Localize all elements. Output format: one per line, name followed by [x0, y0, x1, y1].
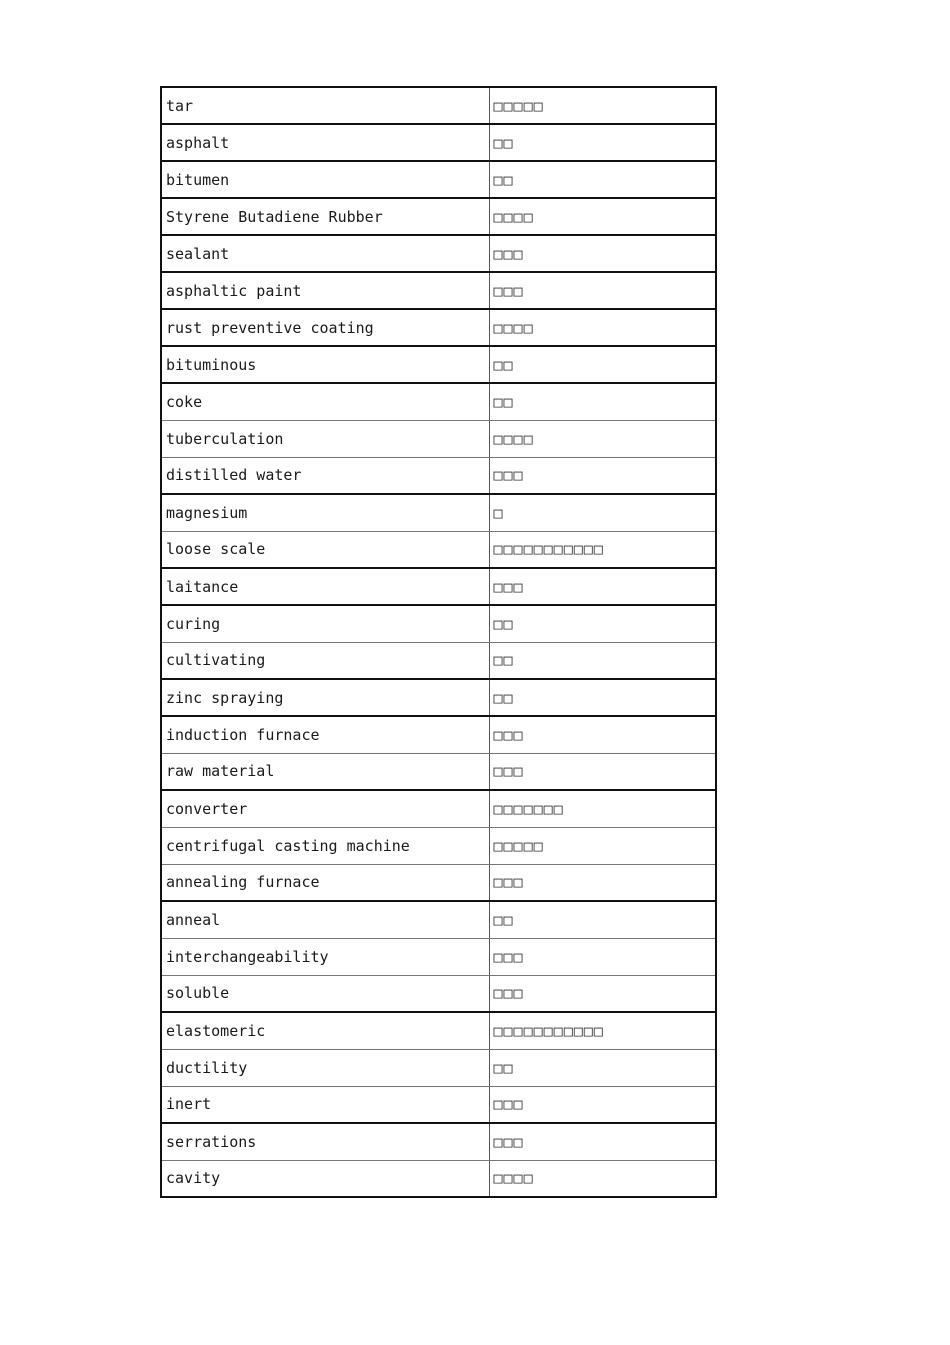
term-cell: sealant — [161, 235, 489, 272]
table-row — [161, 679, 716, 716]
table-row — [161, 1123, 716, 1160]
table-row — [161, 901, 716, 938]
translation-cell: □□□ — [489, 272, 716, 309]
translation-cell: □□□ — [489, 864, 716, 901]
term-cell: loose scale — [161, 531, 489, 568]
table-row — [161, 753, 716, 790]
translation-cell: □□ — [489, 605, 716, 642]
term-cell: bituminous — [161, 346, 489, 383]
term-cell: Styrene Butadiene Rubber — [161, 198, 489, 235]
translation-cell: □□□□□ — [489, 827, 716, 864]
table-row — [161, 1049, 716, 1086]
term-cell: asphalt — [161, 124, 489, 161]
table-row — [161, 1086, 716, 1123]
term-cell: bitumen — [161, 161, 489, 198]
translation-cell: □□□ — [489, 457, 716, 494]
term-cell: anneal — [161, 901, 489, 938]
translation-cell: □□ — [489, 161, 716, 198]
translation-cell: □□ — [489, 901, 716, 938]
term-cell: converter — [161, 790, 489, 827]
table-row — [161, 494, 716, 531]
term-cell: inert — [161, 1086, 489, 1123]
translation-cell: □□□ — [489, 716, 716, 753]
translation-cell: □□□ — [489, 975, 716, 1012]
translation-cell: □□□ — [489, 568, 716, 605]
translation-cell: □□□ — [489, 1123, 716, 1160]
table-row — [161, 642, 716, 679]
table-row — [161, 161, 716, 198]
translation-cell: □□□□□□□ — [489, 790, 716, 827]
translation-cell: □ — [489, 494, 716, 531]
table-row — [161, 87, 716, 124]
term-cell: magnesium — [161, 494, 489, 531]
table-row — [161, 309, 716, 346]
translation-cell: □□ — [489, 383, 716, 420]
translation-cell: □□ — [489, 346, 716, 383]
term-cell: asphaltic paint — [161, 272, 489, 309]
term-cell: centrifugal casting machine — [161, 827, 489, 864]
table-row — [161, 1012, 716, 1049]
table-row — [161, 124, 716, 161]
term-cell: elastomeric — [161, 1012, 489, 1049]
translation-cell: □□□ — [489, 753, 716, 790]
translation-cell: □□□□ — [489, 198, 716, 235]
table-row — [161, 1160, 716, 1197]
translation-cell: □□□□□ — [489, 87, 716, 124]
term-cell: laitance — [161, 568, 489, 605]
translation-cell: □□ — [489, 642, 716, 679]
translation-cell: □□□□□□□□□□□ — [489, 531, 716, 568]
term-cell: soluble — [161, 975, 489, 1012]
table-row — [161, 235, 716, 272]
term-cell: cavity — [161, 1160, 489, 1197]
translation-cell: □□□□ — [489, 420, 716, 457]
term-cell: serrations — [161, 1123, 489, 1160]
term-cell: tar — [161, 87, 489, 124]
glossary-table — [160, 86, 717, 1198]
term-cell: rust preventive coating — [161, 309, 489, 346]
translation-cell: □□□□ — [489, 1160, 716, 1197]
table-row — [161, 716, 716, 753]
table-row — [161, 457, 716, 494]
term-cell: raw material — [161, 753, 489, 790]
term-cell: curing — [161, 605, 489, 642]
term-cell: coke — [161, 383, 489, 420]
table-row — [161, 420, 716, 457]
term-cell: cultivating — [161, 642, 489, 679]
term-cell: distilled water — [161, 457, 489, 494]
table-row — [161, 272, 716, 309]
term-cell: induction furnace — [161, 716, 489, 753]
translation-cell: □□ — [489, 1049, 716, 1086]
term-cell: interchangeability — [161, 938, 489, 975]
term-cell: annealing furnace — [161, 864, 489, 901]
table-row — [161, 864, 716, 901]
table-row — [161, 198, 716, 235]
table-row — [161, 531, 716, 568]
table-row — [161, 605, 716, 642]
term-cell: ductility — [161, 1049, 489, 1086]
translation-cell: □□□ — [489, 235, 716, 272]
table-row — [161, 938, 716, 975]
translation-cell: □□ — [489, 124, 716, 161]
table-row — [161, 346, 716, 383]
term-cell: zinc spraying — [161, 679, 489, 716]
table-row — [161, 975, 716, 1012]
table-row — [161, 827, 716, 864]
translation-cell: □□□□□□□□□□□ — [489, 1012, 716, 1049]
table-row — [161, 568, 716, 605]
translation-cell: □□□ — [489, 1086, 716, 1123]
translation-cell: □□□□ — [489, 309, 716, 346]
table-row — [161, 383, 716, 420]
table-row — [161, 790, 716, 827]
glossary-body — [161, 87, 716, 1197]
translation-cell: □□ — [489, 679, 716, 716]
translation-cell: □□□ — [489, 938, 716, 975]
term-cell: tuberculation — [161, 420, 489, 457]
